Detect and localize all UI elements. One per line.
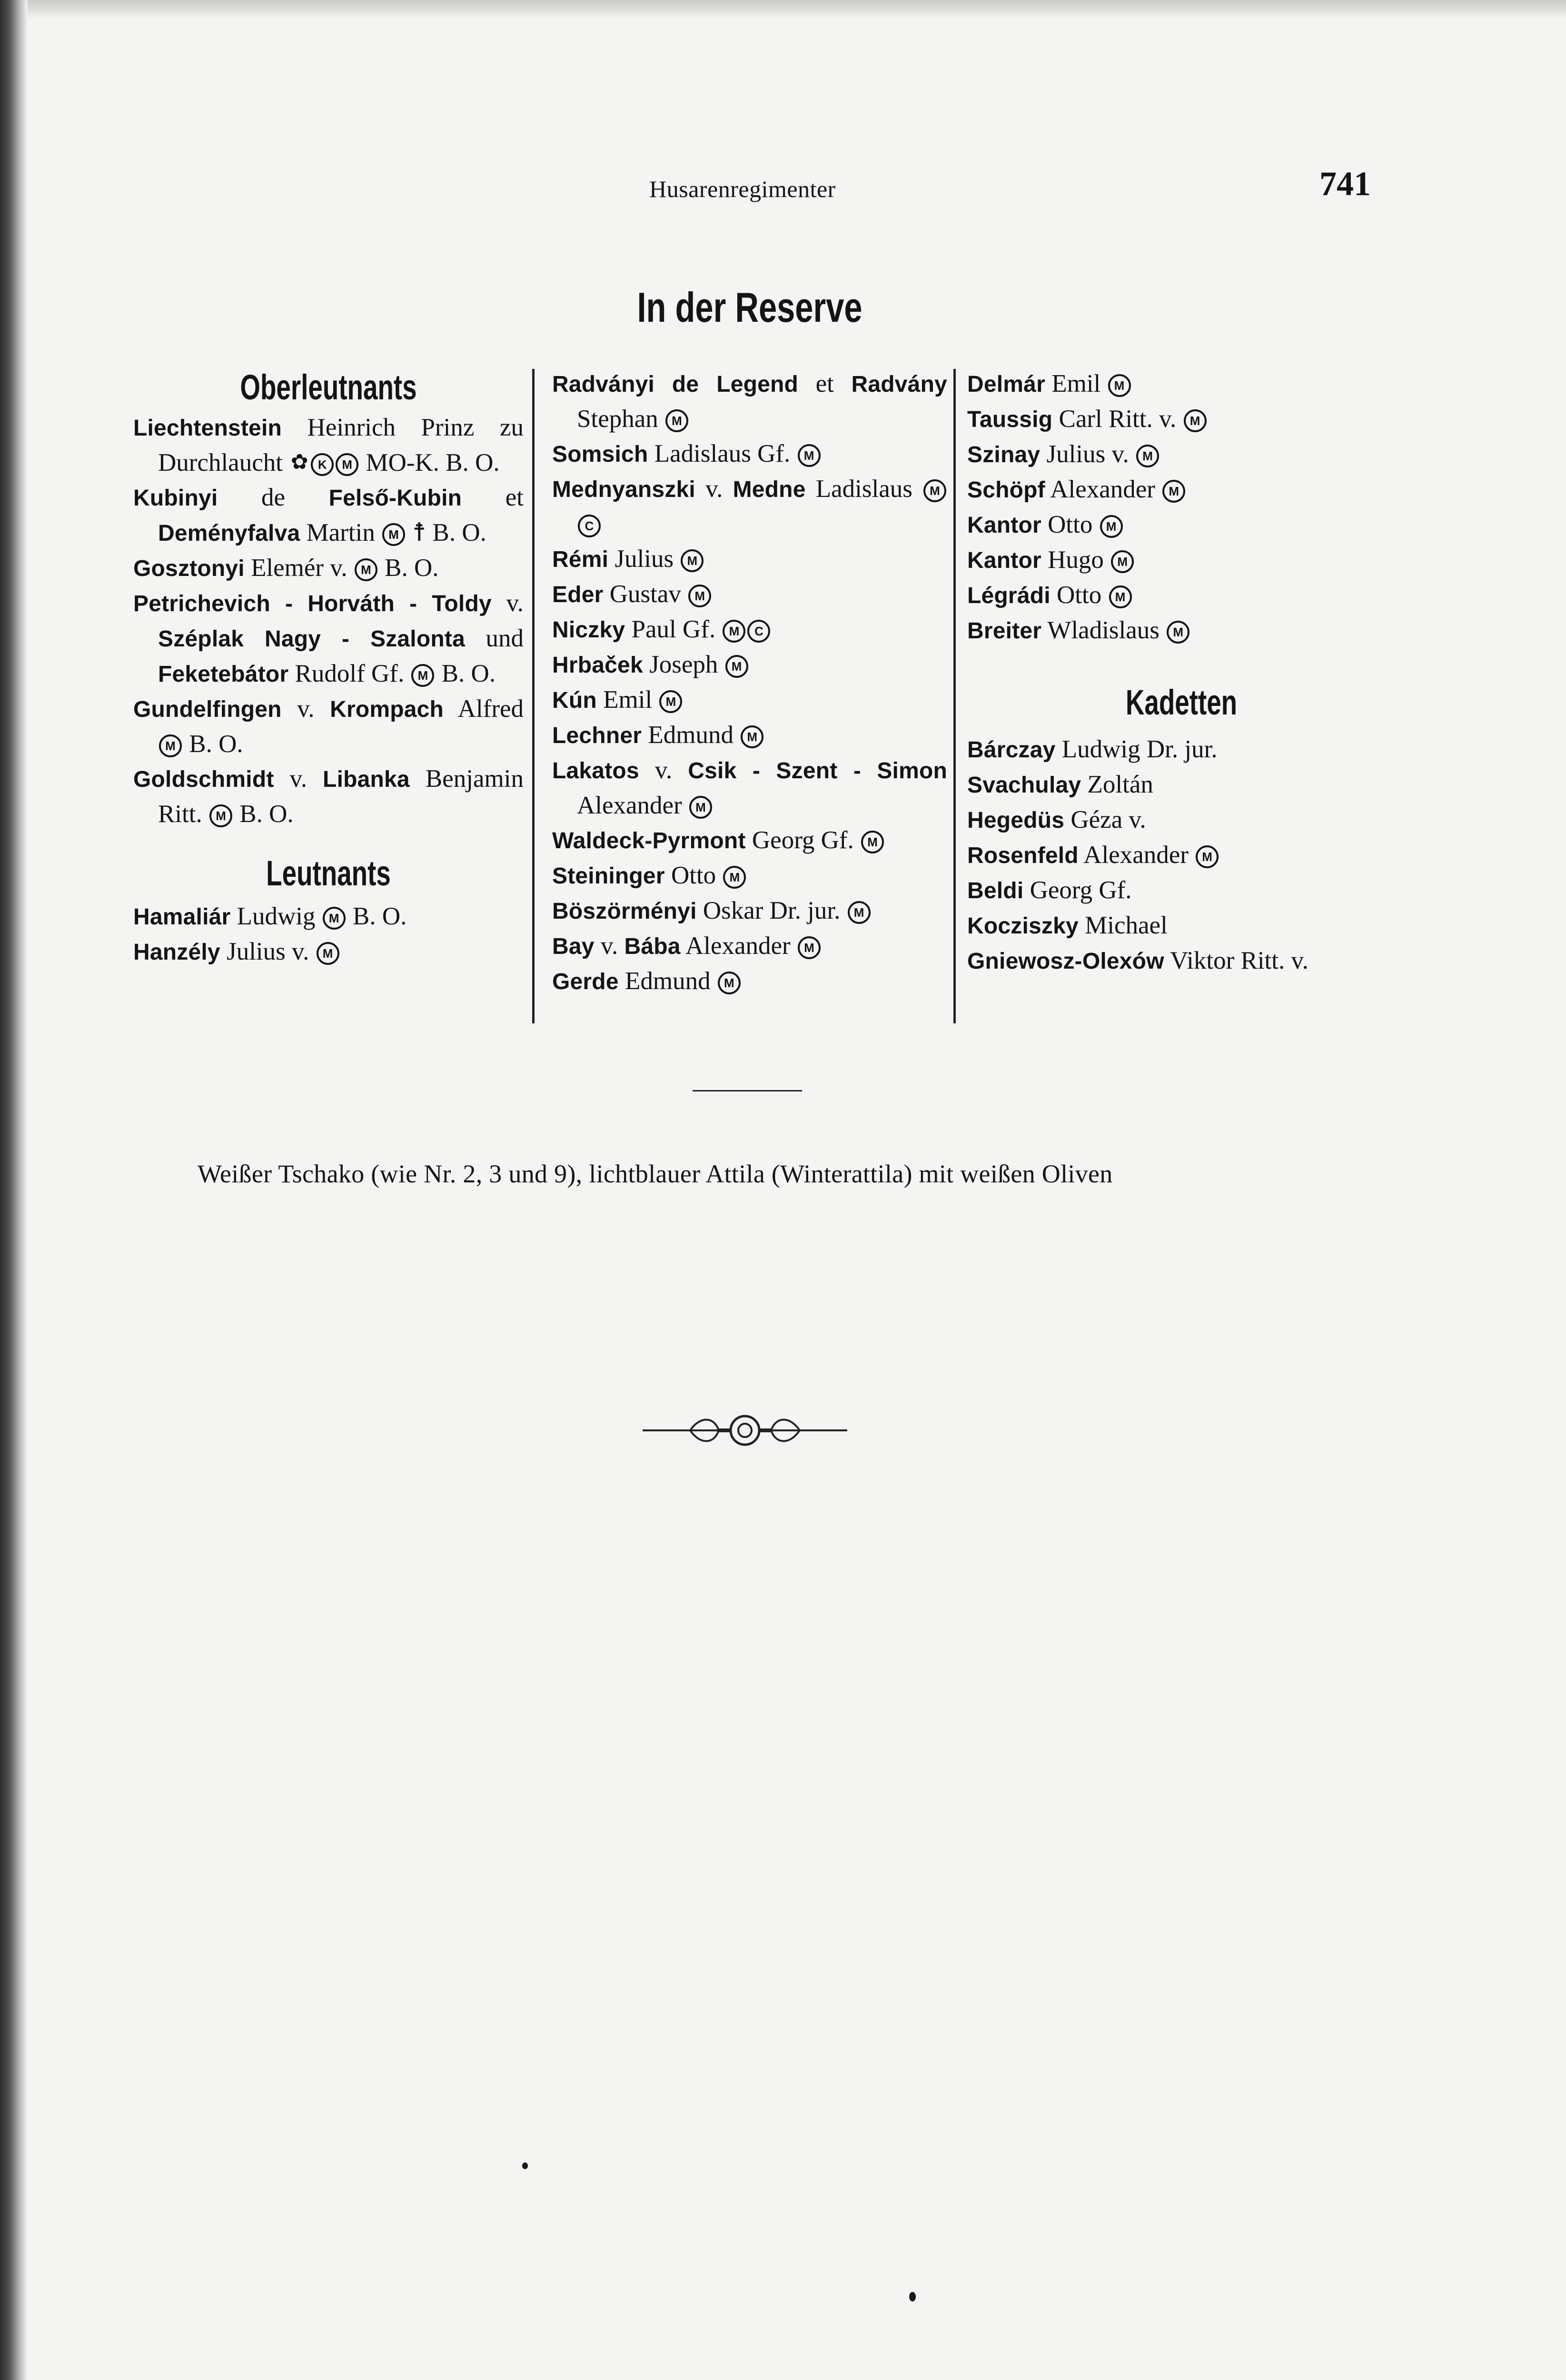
entry-text: Carl Ritt. v. — [1052, 405, 1183, 433]
entry-text: Viktor Ritt. v. — [1164, 947, 1308, 974]
surname: Gundelfingen — [133, 697, 282, 722]
entry-text: Alexander — [1078, 841, 1195, 869]
entry-text: Emil — [1045, 370, 1107, 397]
entry-text: Ladislaus — [805, 475, 923, 503]
decoration-mark-icon: M — [1167, 621, 1189, 644]
heading-oberleutnants: Oberleutnants — [240, 367, 417, 407]
list-item — [552, 718, 947, 753]
surname: Gerde — [552, 969, 619, 994]
decoration-mark-icon: M — [323, 907, 346, 930]
entry-text: et — [462, 484, 524, 511]
entry-text: Oskar Dr. jur. — [696, 897, 847, 924]
surname: Kocziszky — [967, 913, 1079, 939]
decoration-mark-icon: M — [411, 664, 434, 687]
list-item — [552, 367, 947, 436]
entry-text: Alexander — [680, 932, 797, 960]
decoration-mark-icon: M — [1100, 515, 1123, 538]
decoration-mark-icon: M — [923, 479, 946, 502]
entry-text: ☨ B. O. — [406, 519, 486, 546]
entry-text: Rudolf Gf. — [288, 660, 411, 687]
column-rule-left — [532, 369, 535, 1023]
decoration-mark-icon: M — [723, 866, 746, 889]
section-divider — [693, 1090, 802, 1091]
list-item — [967, 908, 1396, 943]
entry-text: Alexander — [577, 792, 688, 819]
entry-text: Georg Gf. — [745, 826, 861, 854]
list-item — [967, 507, 1396, 543]
surname: Taussig — [967, 407, 1053, 432]
uniform-note: Weißer Tschako (wie Nr. 2, 3 und 9), lichtblauer Attila (Winterattila) mit weißen Oliven — [198, 1160, 1113, 1188]
surname: Eder — [552, 582, 604, 607]
decoration-mark-icon: M — [1184, 409, 1207, 432]
entry-text: Julius v. — [220, 938, 316, 965]
list-item — [967, 402, 1396, 437]
decoration-mark-icon: M — [798, 936, 821, 959]
list-item — [967, 873, 1396, 908]
entry-text: Hugo — [1041, 546, 1110, 574]
decoration-mark-icon: M — [1111, 550, 1134, 573]
entry-text: Edmund — [618, 967, 717, 995]
list-item — [133, 762, 524, 832]
surname: Radványi de Legend — [552, 372, 799, 397]
list-item — [552, 964, 947, 999]
surname: Goldschmidt — [133, 767, 274, 792]
column-3 — [967, 367, 1396, 1026]
entry-text: Julius v. — [1040, 440, 1136, 468]
entry-text: v. — [274, 765, 323, 793]
heading-leutnants: Leutnants — [266, 853, 391, 893]
surname: Waldeck-Pyrmont — [552, 828, 746, 853]
entry-text: v. — [639, 756, 688, 784]
surname-part: Krompach — [330, 697, 444, 722]
list-item — [967, 838, 1396, 873]
list-item — [552, 436, 947, 472]
surname: Mednyanszki — [552, 477, 695, 502]
decoration-mark-icon: M — [382, 523, 405, 546]
surname: Légrádi — [967, 583, 1051, 608]
list-item — [133, 899, 524, 934]
entry-text: Ladislaus Gf. — [648, 440, 797, 467]
surname: Hamaliár — [133, 904, 231, 930]
column-2 — [552, 367, 947, 1026]
surname: Gniewosz-Olexów — [967, 949, 1164, 974]
entry-text: Martin — [300, 519, 382, 546]
kadetten-list — [967, 732, 1396, 979]
surname: Lakatos — [552, 758, 639, 783]
entry-text: v. — [695, 475, 733, 503]
surname: Beldi — [967, 878, 1024, 903]
surname-part: Csik - Szent - Simon — [688, 758, 948, 783]
surname: Szinay — [967, 442, 1041, 467]
entry-text: Stephan — [577, 405, 664, 433]
decoration-mark-icon: M — [355, 558, 377, 581]
decoration-mark-icon: M — [159, 734, 182, 757]
list-item — [133, 934, 524, 970]
list-item — [967, 437, 1396, 472]
surname-part: Széplak Nagy - Szalonta — [158, 626, 465, 652]
entry-text: Otto — [1041, 511, 1099, 538]
list-item — [552, 647, 947, 683]
decoration-mark-icon: M — [665, 409, 688, 432]
entry-text: Ludwig — [230, 902, 322, 930]
entry-text: B. O. — [378, 554, 439, 582]
leutnants-list — [133, 899, 524, 970]
surname: Kubinyi — [133, 486, 218, 511]
list-item — [967, 732, 1396, 767]
list-item — [552, 893, 947, 929]
ornament-icon — [643, 1409, 847, 1452]
entry-text: Ludwig Dr. jur. — [1055, 735, 1218, 763]
surname-part: Bába — [624, 934, 681, 959]
surname: Lechner — [552, 723, 642, 748]
entry-text: B. O. — [435, 660, 496, 687]
entry-text: Paul Gf. — [625, 615, 722, 643]
surname: Liechtenstein — [133, 416, 282, 441]
entry-text: Wladislaus — [1041, 616, 1166, 644]
surname: Hegedüs — [967, 808, 1065, 833]
surname-part: Medne — [733, 477, 806, 502]
entry-text: B. O. — [233, 800, 294, 828]
surname: Svachulay — [967, 773, 1081, 798]
surname-part: Deményfalva — [158, 521, 300, 546]
decoration-mark-icon: M — [1108, 374, 1131, 397]
list-item — [967, 543, 1396, 578]
surname: Rosenfeld — [967, 843, 1079, 868]
section-title: In der Reserve — [637, 284, 862, 331]
surname: Rémi — [552, 547, 609, 572]
page-top-shadow — [0, 0, 1566, 19]
surname: Somsich — [552, 442, 648, 467]
decoration-mark-icon: M — [1196, 845, 1219, 868]
reserve-list-continued — [967, 367, 1396, 648]
decoration-mark-icon: M — [718, 972, 741, 994]
page-number: 741 — [1319, 165, 1371, 203]
decoration-mark-icon: ✿ — [290, 450, 308, 474]
decoration-mark-icon: K — [311, 453, 334, 476]
entry-text: Heinrich Prinz zu Durchlaucht — [158, 414, 524, 476]
list-item — [552, 753, 947, 823]
decoration-mark-icon: M — [741, 725, 763, 748]
page-binding-edge — [0, 0, 28, 2380]
entry-text: B. O. — [183, 730, 243, 758]
surname: Bárczay — [967, 737, 1056, 763]
column-rule-right — [953, 369, 956, 1023]
list-item — [967, 767, 1396, 803]
list-item — [967, 803, 1396, 838]
surname: Delmár — [967, 372, 1045, 397]
entry-text: B. O. — [346, 902, 407, 930]
surname: Hanzély — [133, 940, 220, 965]
speck — [522, 2162, 528, 2169]
decoration-mark-icon: M — [1109, 585, 1132, 608]
entry-text: Otto — [1050, 581, 1108, 609]
decoration-mark-icon: M — [681, 549, 704, 572]
list-item — [552, 823, 947, 858]
surname: Petrichevich - Horváth - Toldy — [133, 591, 492, 616]
decoration-mark-icon: M — [689, 796, 712, 819]
decoration-mark-icon: M — [688, 585, 711, 607]
decoration-mark-icon: M — [1162, 480, 1185, 503]
surname-part: Felső-Kubin — [328, 486, 462, 511]
surname-part: Feketebátor — [158, 662, 289, 687]
entry-text: Elemér v. — [244, 554, 354, 582]
entry-text: Géza v. — [1064, 806, 1146, 833]
surname: Kantor — [967, 513, 1041, 538]
surname: Hrbaček — [552, 653, 643, 678]
entry-text: Michael — [1078, 912, 1168, 939]
surname-part: Libanka — [323, 767, 410, 792]
decoration-mark-icon: M — [659, 690, 682, 713]
decoration-mark-icon: M — [317, 942, 339, 965]
decoration-mark-icon: C — [747, 620, 770, 643]
surname: Steininger — [552, 863, 665, 889]
reserve-list — [552, 367, 947, 999]
decoration-mark-icon: M — [209, 804, 232, 827]
list-item — [967, 943, 1396, 979]
list-item — [552, 858, 947, 893]
heading-kadetten: Kadetten — [1125, 683, 1238, 722]
decoration-mark-icon: M — [725, 655, 748, 678]
decoration-mark-icon: M — [798, 444, 821, 467]
entry-text: v. — [594, 932, 624, 960]
surname-part: Radvány — [851, 372, 947, 397]
surname: Schöpf — [967, 477, 1045, 503]
surname: Bay — [552, 934, 595, 959]
oberleutnants-list — [133, 410, 524, 832]
list-item — [133, 586, 524, 692]
surname: Böszörményi — [552, 899, 697, 924]
decoration-mark-icon: M — [336, 453, 358, 476]
list-item — [552, 542, 947, 577]
entry-text: Otto — [664, 862, 723, 889]
list-item — [967, 578, 1396, 613]
decoration-mark-icon: M — [848, 901, 871, 924]
entry-text: Alfred — [444, 695, 524, 723]
entry-text: Gustav — [603, 580, 688, 608]
entry-text: Edmund — [642, 721, 740, 749]
entry-text: Georg Gf. — [1023, 876, 1132, 904]
list-item — [133, 410, 524, 480]
entry-text: MO-K. B. O. — [359, 449, 500, 476]
surname: Kantor — [967, 548, 1041, 573]
entry-text: v. — [491, 589, 524, 617]
surname: Breiter — [967, 618, 1042, 644]
list-item — [967, 367, 1396, 402]
surname: Gosztonyi — [133, 556, 245, 581]
entry-text: und — [465, 625, 524, 652]
entry-text: v. — [281, 695, 330, 723]
list-item — [552, 472, 947, 542]
entry-text: Benjamin Ritt. — [158, 765, 524, 828]
list-item — [967, 613, 1396, 648]
list-item — [133, 692, 524, 762]
speck — [909, 2292, 916, 2301]
entry-text: Joseph — [643, 651, 724, 678]
list-item — [552, 612, 947, 647]
entry-text: Alexander — [1045, 476, 1162, 503]
list-item — [133, 480, 524, 551]
decoration-mark-icon: M — [723, 620, 745, 643]
surname: Kún — [552, 688, 597, 713]
entry-text: Zoltán — [1081, 771, 1153, 798]
entry-text: Julius — [608, 545, 680, 573]
entry-text: de — [218, 484, 329, 511]
surname: Niczky — [552, 617, 625, 643]
list-item — [552, 683, 947, 718]
entry-text: et — [798, 370, 852, 397]
entry-text: Emil — [596, 686, 659, 714]
list-item — [552, 577, 947, 612]
list-item — [552, 929, 947, 964]
list-item — [133, 551, 524, 586]
decoration-mark-icon: M — [861, 831, 884, 853]
decoration-mark-icon: C — [578, 515, 601, 537]
decoration-mark-icon: M — [1136, 445, 1159, 467]
list-item — [967, 472, 1396, 507]
column-1 — [133, 367, 524, 1026]
running-head: Husarenregimenter — [649, 176, 836, 202]
